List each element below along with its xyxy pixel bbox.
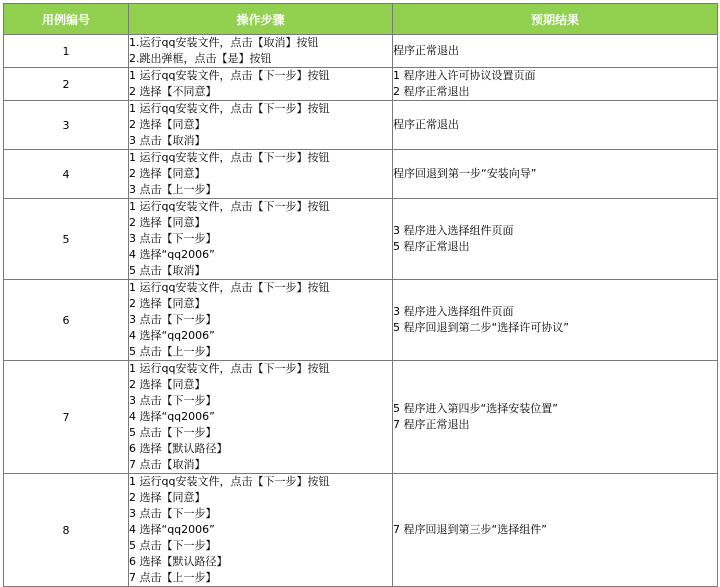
step-line: 1 运行qq安装文件，点击【下一步】按钮 — [129, 102, 330, 115]
header-steps: 操作步骤 — [129, 4, 393, 35]
step-line: 3 点击【下一步】 — [129, 232, 217, 245]
header-expected: 预期结果 — [393, 4, 718, 35]
step-line: 2 选择【同意】 — [129, 167, 206, 180]
step-line: 3 点击【下一步】 — [129, 507, 217, 520]
table-row — [4, 35, 718, 68]
expected-cell — [393, 280, 718, 361]
table-row — [4, 361, 718, 474]
expected-line: 2 程序正常退出 — [393, 85, 470, 98]
step-line: 4 选择“qq2006” — [129, 410, 215, 423]
step-line: 1 运行qq安装文件，点击【下一步】按钮 — [129, 281, 330, 294]
steps-cell — [129, 101, 393, 150]
step-line: 6 选择【默认路径】 — [129, 555, 228, 568]
step-line: 2 选择【同意】 — [129, 378, 206, 391]
expected-line: 程序回退到第一步“安装向导” — [393, 167, 537, 180]
steps-cell — [129, 150, 393, 199]
steps-cell — [129, 35, 393, 68]
case-id-cell: 7 — [4, 361, 129, 474]
case-id-cell: 5 — [4, 199, 129, 280]
step-line: 2 选择【同意】 — [129, 491, 206, 504]
expected-cell — [393, 35, 718, 68]
case-id-cell: 8 — [4, 474, 129, 587]
table-header-row — [4, 4, 718, 35]
step-line: 3 点击【下一步】 — [129, 313, 217, 326]
step-line: 1 运行qq安装文件，点击【下一步】按钮 — [129, 151, 330, 164]
table-row — [4, 199, 718, 280]
step-line: 7 点击【取消】 — [129, 458, 206, 471]
header-case-id: 用例编号 — [4, 4, 129, 35]
case-id-cell: 1 — [4, 35, 129, 68]
step-line: 4 选择“qq2006” — [129, 523, 215, 536]
step-line: 2.跳出弹框，点击【是】按钮 — [129, 52, 272, 65]
expected-cell — [393, 150, 718, 199]
step-line: 2 选择【同意】 — [129, 297, 206, 310]
steps-cell — [129, 280, 393, 361]
steps-cell — [129, 199, 393, 280]
expected-cell — [393, 68, 718, 101]
step-line: 1.运行qq安装文件，点击【取消】按钮 — [129, 36, 319, 49]
case-id-cell: 4 — [4, 150, 129, 199]
step-line: 1 运行qq安装文件，点击【下一步】按钮 — [129, 69, 330, 82]
expected-line: 7 程序回退到第三步“选择组件” — [393, 523, 547, 536]
case-id-cell: 3 — [4, 101, 129, 150]
step-line: 1 运行qq安装文件，点击【下一步】按钮 — [129, 362, 330, 375]
case-id-cell: 6 — [4, 280, 129, 361]
step-line: 2 选择【同意】 — [129, 118, 206, 131]
test-case-table — [3, 3, 718, 587]
table-row — [4, 101, 718, 150]
step-line: 4 选择“qq2006” — [129, 248, 215, 261]
table-row — [4, 474, 718, 587]
expected-cell — [393, 361, 718, 474]
step-line: 1 运行qq安装文件，点击【下一步】按钮 — [129, 475, 330, 488]
expected-line: 程序正常退出 — [393, 118, 459, 131]
step-line: 2 选择【不同意】 — [129, 85, 217, 98]
table-row — [4, 280, 718, 361]
expected-line: 3 程序进入选择组件页面 — [393, 224, 514, 237]
step-line: 1 运行qq安装文件，点击【下一步】按钮 — [129, 200, 330, 213]
step-line: 7 点击【上一步】 — [129, 571, 217, 584]
step-line: 5 点击【取消】 — [129, 264, 206, 277]
step-line: 5 点击【下一步】 — [129, 539, 217, 552]
expected-line: 1 程序进入许可协议设置页面 — [393, 69, 536, 82]
step-line: 6 选择【默认路径】 — [129, 442, 228, 455]
step-line: 3 点击【取消】 — [129, 134, 206, 147]
expected-line: 程序正常退出 — [393, 44, 459, 57]
table-body — [4, 35, 718, 587]
table-row — [4, 150, 718, 199]
expected-line: 3 程序进入选择组件页面 — [393, 305, 514, 318]
table-row — [4, 68, 718, 101]
case-id-cell: 2 — [4, 68, 129, 101]
expected-line: 5 程序正常退出 — [393, 240, 470, 253]
step-line: 3 点击【上一步】 — [129, 183, 217, 196]
steps-cell — [129, 474, 393, 587]
step-line: 5 点击【下一步】 — [129, 426, 217, 439]
expected-cell — [393, 474, 718, 587]
expected-line: 5 程序进入第四步“选择安装位置” — [393, 402, 558, 415]
step-line: 2 选择【同意】 — [129, 216, 206, 229]
step-line: 3 点击【下一步】 — [129, 394, 217, 407]
expected-cell — [393, 199, 718, 280]
step-line: 4 选择“qq2006” — [129, 329, 215, 342]
steps-cell — [129, 361, 393, 474]
expected-line: 5 程序回退到第二步“选择许可协议” — [393, 321, 569, 334]
expected-cell — [393, 101, 718, 150]
steps-cell — [129, 68, 393, 101]
step-line: 5 点击【上一步】 — [129, 345, 217, 358]
expected-line: 7 程序正常退出 — [393, 418, 470, 431]
